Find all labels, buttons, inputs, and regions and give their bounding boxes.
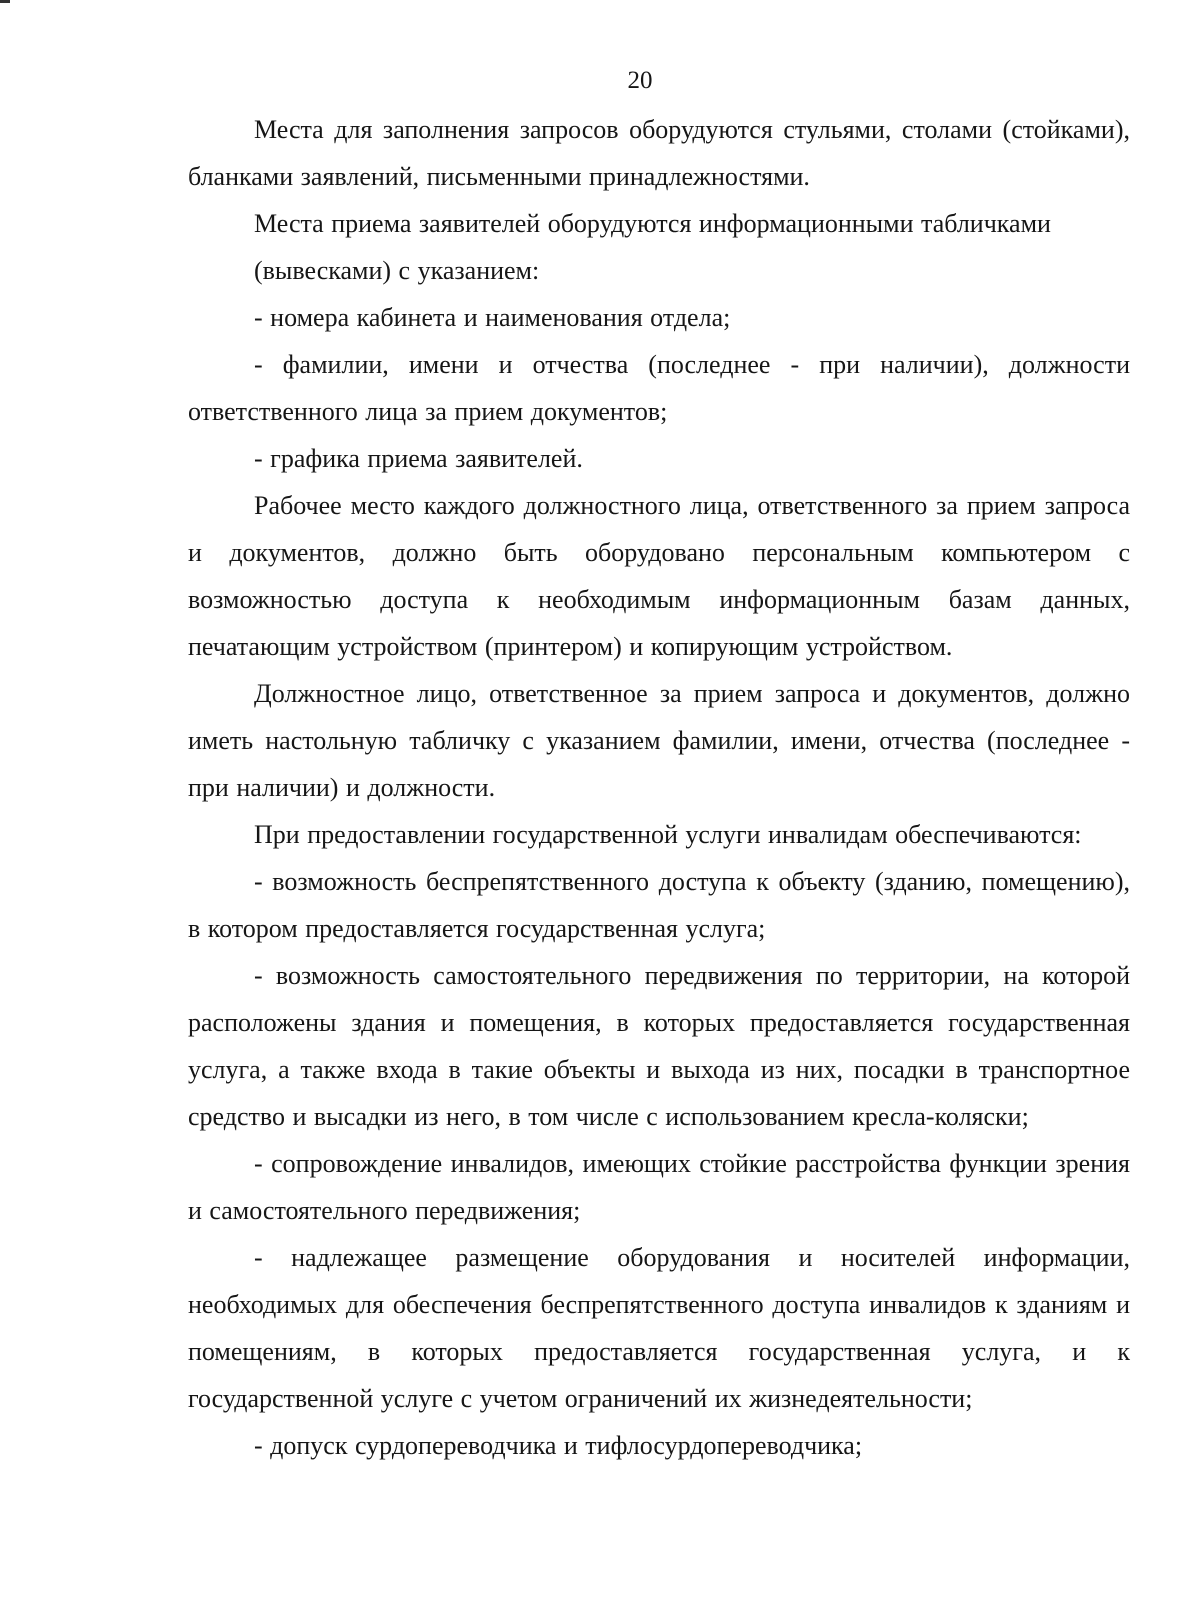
list-item: - возможность самостоятельного передвижения по территории, на которой расположены здания и помещения, в которых предоставляется государственная услуга, а также входа в такие объекты и выхода из них, посадки в транспортное средство и высадки из него, в том числе с использованием кресла-коляски; [188,961,1130,1131]
paragraph: Места приема заявителей оборудуются информационными табличками [254,209,1051,238]
page-number: 20 [627,67,653,94]
list-item: - надлежащее размещение оборудования и носителей информации, необходимых для обеспечения беспрепятственного доступа инвалидов к зданиям и помещениям, в которых предоставляется государственная услуга, и к государственной услуге с учетом ограничений их жизнедеятельности; [188,1243,1130,1413]
list-item: - возможность беспрепятственного доступа к объекту (зданию, помещению), в котором предоставляется государственная услуга; [188,867,1130,943]
paragraph: Рабочее место каждого должностного лица, ответственного за прием запроса и документов, должно быть оборудовано персональным компьютером с возможностью доступа к необходимым информационным базам данных, печатающим устройством (принтером) и копирующим устройством. [188,491,1130,661]
document-body [188,106,1130,1469]
paragraph: Должностное лицо, ответственное за прием запроса и документов, должно иметь настольную табличку с указанием фамилии, имени, отчества (последнее - при наличии) и должности. [188,679,1130,802]
scan-edge-mark [0,0,10,3]
list-item: - фамилии, имени и отчества (последнее - при наличии), должности ответственного лица за прием документов; [188,350,1130,426]
paragraph: При предоставлении государственной услуги инвалидам обеспечиваются: [254,820,1082,849]
paragraph: Места для заполнения запросов оборудуются стульями, столами (стойками), бланками заявлений, письменными принадлежностями. [188,115,1130,191]
list-item: - сопровождение инвалидов, имеющих стойкие расстройства функции зрения и самостоятельного передвижения; [188,1149,1130,1225]
paragraph: (вывесками) с указанием: [254,256,540,285]
list-item: - допуск сурдопереводчика и тифлосурдопереводчика; [254,1431,863,1460]
list-item: - номера кабинета и наименования отдела; [254,303,731,332]
list-item: - графика приема заявителей. [254,444,583,473]
